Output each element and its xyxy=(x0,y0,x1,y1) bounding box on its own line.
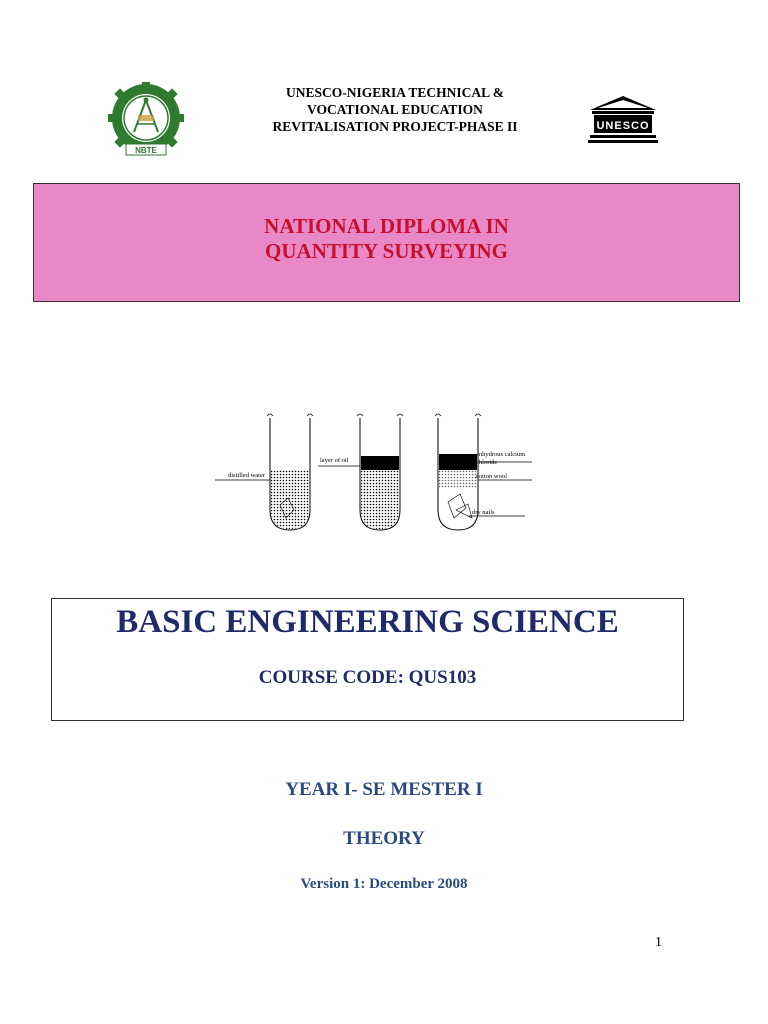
header-line-3: REVITALISATION PROJECT-PHASE II xyxy=(272,119,518,134)
label-layer-of-oil: layer of oil xyxy=(320,457,349,464)
course-code: COURSE CODE: QUS103 xyxy=(258,667,477,688)
year-semester: YEAR I- SE MESTER I xyxy=(285,779,483,800)
label-anhydrous-calcium: anhydrous calcium xyxy=(476,451,526,458)
header-line-2: VOCATIONAL EDUCATION xyxy=(307,102,483,117)
unesco-logo xyxy=(586,94,660,144)
test-tube-3 xyxy=(435,414,532,530)
course-title: BASIC ENGINEERING SCIENCE xyxy=(116,604,619,640)
nbte-logo xyxy=(104,82,188,158)
programme-line-2: QUANTITY SURVEYING xyxy=(265,239,508,263)
page-number: 1 xyxy=(655,935,662,950)
test-tube-2 xyxy=(318,414,403,530)
header-title xyxy=(240,84,550,135)
test-tube-1 xyxy=(215,414,313,530)
course-type: THEORY xyxy=(343,828,425,849)
label-distilled-water: distilled water xyxy=(228,472,266,479)
nbte-logo-text: NBTE xyxy=(135,146,157,155)
label-cotton-wool: cotton wool xyxy=(476,473,507,480)
programme-line-1: NATIONAL DIPLOMA IN xyxy=(264,214,509,238)
header-line-1: UNESCO-NIGERIA TECHNICAL & xyxy=(285,85,505,100)
gear-icon xyxy=(108,82,184,154)
version-date: Version 1: December 2008 xyxy=(300,876,468,892)
test-tube-figure xyxy=(210,410,550,540)
unesco-logo-text: UNESCO xyxy=(596,120,650,132)
label-dry-nails: dry nails xyxy=(472,509,495,516)
label-chloride: chloride xyxy=(476,459,498,466)
programme-title xyxy=(33,214,740,264)
